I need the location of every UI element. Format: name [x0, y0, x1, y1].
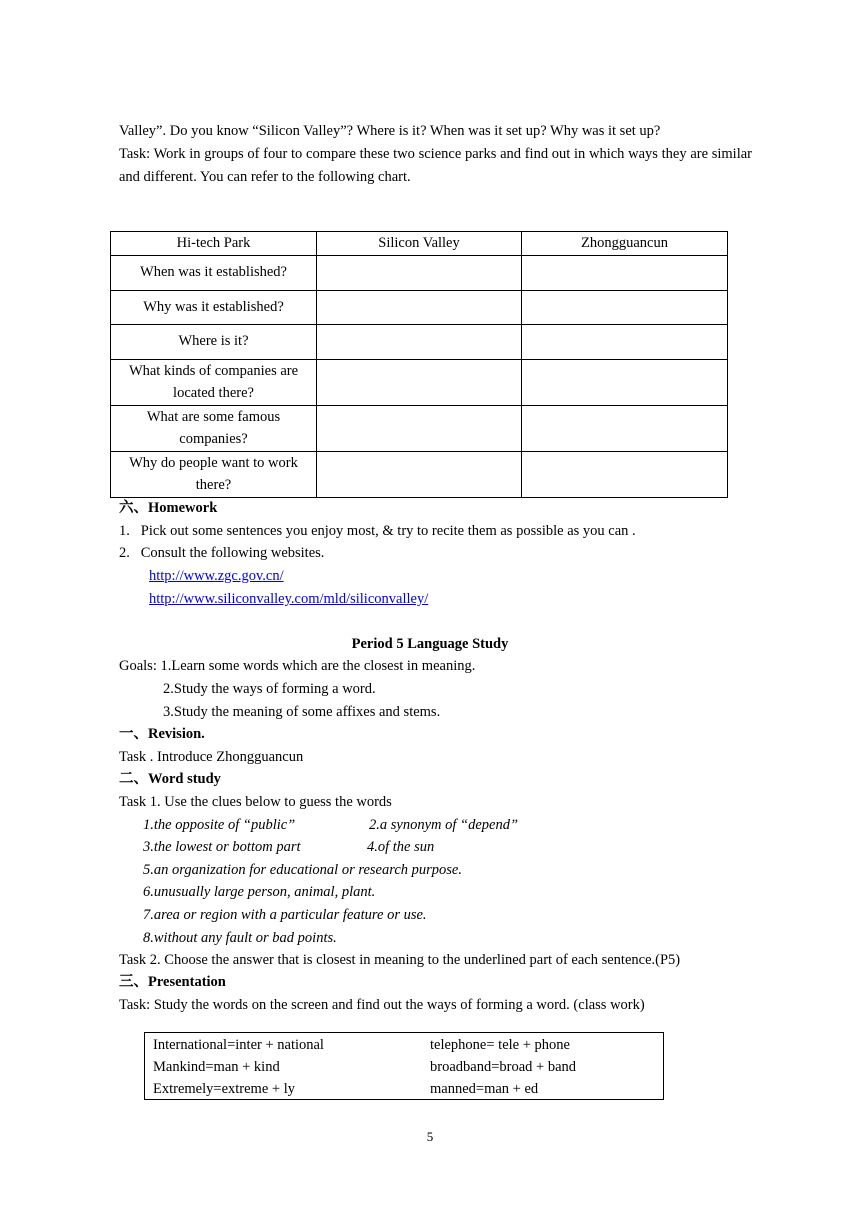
row-question: When was it established?: [111, 255, 317, 290]
row-question: Why was it established?: [111, 290, 317, 324]
task-line: Task 1. Use the clues below to guess the words: [119, 794, 392, 810]
answer-cell[interactable]: [522, 359, 728, 405]
clue: 4.of the sun: [367, 839, 435, 855]
homework-item: 1. Pick out some sentences you enjoy most, & try to recite them as possible as you can .: [119, 523, 636, 539]
table-row: [111, 359, 728, 405]
answer-cell[interactable]: [317, 324, 522, 359]
task-paragraph: Task: Work in groups of four to compare these two science parks and find out in which ways they are similar and different. You can refer to the following chart.: [119, 146, 752, 185]
clue: 7.area or region with a particular feature or use.: [143, 907, 427, 923]
clue: 1.the opposite of “public”: [143, 817, 296, 833]
table-header: Hi-tech Park: [111, 232, 317, 256]
task-line: Task: Study the words on the screen and find out the ways of forming a word. (class work): [119, 997, 645, 1013]
word-formation-item: broadband=broad + band: [430, 1059, 577, 1075]
answer-cell[interactable]: [317, 290, 522, 324]
section-number: 六、: [119, 500, 148, 516]
word-formation-item: International=inter + national: [153, 1037, 324, 1053]
section-title: Revision.: [148, 726, 205, 742]
website-link[interactable]: http://www.siliconvalley.com/mld/siliconvalley/: [149, 591, 429, 607]
comparison-table: [110, 231, 728, 498]
table-row: [111, 451, 728, 497]
answer-cell[interactable]: [522, 405, 728, 451]
period-title: Period 5 Language Study: [351, 636, 509, 652]
section-title: Homework: [148, 500, 218, 516]
website-link-row: [149, 589, 428, 609]
word-study-heading: [119, 769, 221, 789]
table-header-row: [111, 232, 728, 256]
page-number: 5: [426, 1129, 434, 1144]
revision-heading: [119, 724, 205, 744]
answer-cell[interactable]: [522, 290, 728, 324]
section-title: Word study: [148, 771, 221, 787]
row-question: Why do people want to work there?: [111, 451, 317, 497]
table-row: [111, 405, 728, 451]
answer-cell[interactable]: [522, 324, 728, 359]
table-header: Silicon Valley: [317, 232, 522, 256]
website-link-row: [149, 566, 284, 586]
table-header: Zhongguancun: [522, 232, 728, 256]
row-question: What kinds of companies are located there?: [111, 359, 317, 405]
table-row: [111, 324, 728, 359]
row-question: What are some famous companies?: [111, 405, 317, 451]
clue: 6.unusually large person, animal, plant.: [143, 884, 376, 900]
goals-line: Goals: 1.Learn some words which are the closest in meaning.: [119, 658, 476, 674]
intro-line: Valley”. Do you know “Silicon Valley”? Where is it? When was it set up? Why was it set up?: [119, 123, 661, 139]
clue: 2.a synonym of “depend”: [369, 817, 519, 833]
answer-cell[interactable]: [317, 255, 522, 290]
revision-task: Task . Introduce Zhongguancun: [119, 749, 304, 765]
homework-item: 2. Consult the following websites.: [119, 545, 325, 561]
answer-cell[interactable]: [317, 405, 522, 451]
section-title: Presentation: [148, 974, 226, 990]
section-number: 一、: [119, 726, 148, 742]
answer-cell[interactable]: [522, 255, 728, 290]
row-question: Where is it?: [111, 324, 317, 359]
table-row: [111, 255, 728, 290]
goals-line: 3.Study the meaning of some affixes and stems.: [163, 704, 441, 720]
word-formation-item: telephone= tele + phone: [430, 1037, 570, 1053]
word-formation-item: Mankind=man + kind: [153, 1059, 280, 1075]
section-number: 三、: [119, 974, 148, 990]
clue: 8.without any fault or bad points.: [143, 930, 337, 946]
website-link[interactable]: http://www.zgc.gov.cn/: [149, 568, 284, 584]
word-formation-item: manned=man + ed: [430, 1081, 539, 1097]
clue: 3.the lowest or bottom part: [143, 839, 301, 855]
word-formation-box: [144, 1032, 664, 1100]
answer-cell[interactable]: [317, 451, 522, 497]
table-row: [111, 290, 728, 324]
homework-heading: [119, 498, 217, 518]
goals-line: 2.Study the ways of forming a word.: [163, 681, 376, 697]
task-line: Task 2. Choose the answer that is closest in meaning to the underlined part of each sentence.(P5): [119, 952, 681, 968]
word-formation-item: Extremely=extreme + ly: [153, 1081, 295, 1097]
section-number: 二、: [119, 771, 148, 787]
clue: 5.an organization for educational or research purpose.: [143, 862, 462, 878]
answer-cell[interactable]: [317, 359, 522, 405]
presentation-heading: [119, 972, 226, 992]
answer-cell[interactable]: [522, 451, 728, 497]
